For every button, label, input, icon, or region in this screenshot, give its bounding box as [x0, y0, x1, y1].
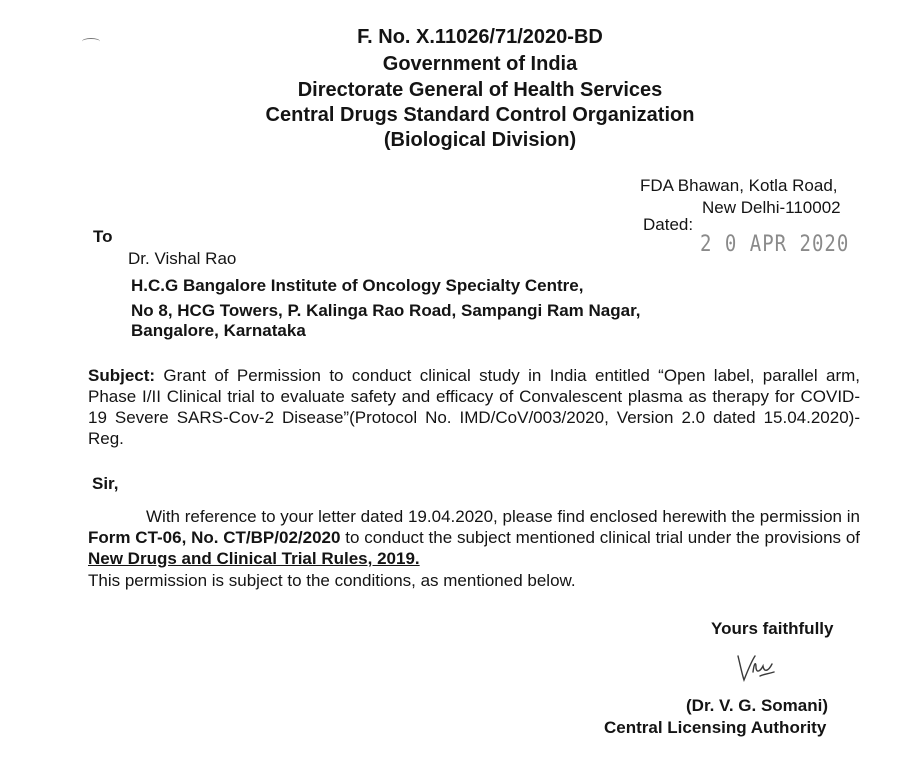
dated-label: Dated:: [643, 215, 694, 234]
recipient-address-line2: No 8, HCG Towers, P. Kalinga Rao Road, Sampangi Ram Nagar,: [131, 301, 641, 320]
signatory-name: (Dr. V. G. Somani): [686, 696, 829, 715]
body-text-part2: to conduct the subject mentioned clinical trial under the provisions of: [340, 528, 860, 547]
recipient-address-line3: Bangalore, Karnataka: [131, 321, 306, 340]
body-paragraph: [88, 506, 860, 569]
closing-yours-faithfully: Yours faithfully: [711, 619, 834, 638]
sender-address-line1: FDA Bhawan, Kotla Road,: [640, 176, 838, 195]
signature-image: [734, 650, 778, 686]
subject-paragraph: [88, 365, 860, 449]
date-stamp: 2 0 APR 2020: [700, 231, 850, 257]
org-line-directorate: Directorate General of Health Services: [297, 79, 663, 101]
form-reference: Form CT-06, No. CT/BP/02/2020: [88, 528, 341, 547]
org-line-cdsco: Central Drugs Standard Control Organization: [265, 104, 695, 126]
to-label: To: [93, 227, 113, 246]
margin-mark: [82, 38, 100, 45]
body-text-part1: With reference to your letter dated 19.04.2020, please find enclosed herewith the permission in: [146, 507, 860, 526]
subject-label: Subject:: [88, 366, 156, 385]
org-line-government: Government of India: [382, 53, 578, 75]
org-line-division: (Biological Division): [383, 129, 577, 151]
signatory-designation: Central Licensing Authority: [604, 718, 827, 737]
recipient-name: Dr. Vishal Rao: [128, 249, 237, 268]
sender-address-line2: New Delhi-110002: [702, 198, 841, 217]
recipient-address-line1: H.C.G Bangalore Institute of Oncology Specialty Centre,: [131, 276, 584, 295]
subject-text: Grant of Permission to conduct clinical study in India entitled “Open label, parallel arm, Phase I/II Clinical trial to evaluate safety and efficacy of Convalescent plasma as therapy for COVID-19 Severe SARS-Cov-2 Disease”(Protocol No. IMD/CoV/003/2020, Version 2.0 dated 15.04.2020)-Reg.: [88, 366, 860, 448]
file-number: F. No. X.11026/71/2020-BD: [357, 26, 603, 48]
conditions-line: This permission is subject to the conditions, as mentioned below.: [88, 571, 576, 590]
rules-reference: New Drugs and Clinical Trial Rules, 2019.: [88, 549, 420, 568]
salutation: Sir,: [92, 474, 119, 493]
